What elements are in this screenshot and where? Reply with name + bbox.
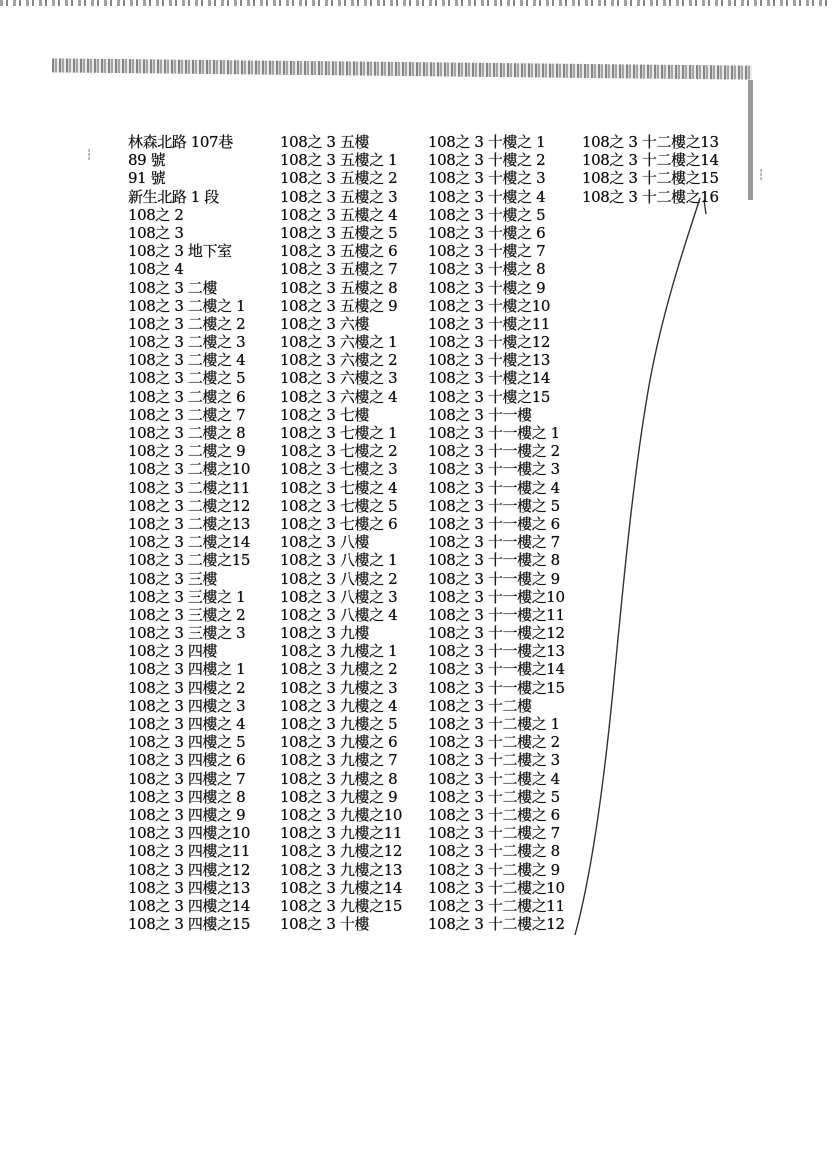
address-entry: 108之 3 七樓之 6 <box>280 514 398 533</box>
address-entry: 108之 3 九樓之 6 <box>280 733 398 752</box>
address-entry: 108之 3 十一樓之13 <box>428 642 565 661</box>
address-entry: 108之 3 十樓之12 <box>428 333 550 352</box>
address-entry: 108之 3 九樓之11 <box>280 824 402 843</box>
address-entry: 108之 3 七樓 <box>280 405 370 424</box>
address-entry: 108之 3 四樓之 7 <box>128 769 246 788</box>
address-entry: 108之 3 四樓之 4 <box>128 715 246 733</box>
address-entry: 108之 3 十一樓之 9 <box>428 569 560 588</box>
address-entry: 108之 3 二樓之 5 <box>128 369 246 388</box>
address-entry: 108之 3 十二樓之10 <box>428 878 565 897</box>
address-entry: 108之 3 十樓之 6 <box>428 223 546 242</box>
address-entry: 108之 3 四樓 <box>128 642 218 661</box>
address-entry: 108之 3 九樓之13 <box>280 860 402 879</box>
address-entry: 108之 3 八樓 <box>280 533 370 552</box>
address-entry: 108之 3 五樓 <box>280 133 370 151</box>
address-entry: 108之 3 二樓之 1 <box>128 296 246 315</box>
address-entry: 108之 3 三樓 <box>128 569 218 588</box>
address-entry: 108之 3 七樓之 2 <box>280 442 398 461</box>
address-entry: 108之 3 五樓之 9 <box>280 296 398 315</box>
address-entry: 108之 3 十二樓之 6 <box>428 805 560 824</box>
address-entry: 108之 3 十二樓之 9 <box>428 860 560 879</box>
address-entry: 108之 3 四樓之11 <box>128 842 250 861</box>
address-entry: 108之 3 四樓之 3 <box>128 696 246 715</box>
address-entry: 108之 3 九樓之 7 <box>280 751 398 770</box>
address-entry: 108之 3 九樓 <box>280 624 370 643</box>
address-entry: 108之 3 五樓之 2 <box>280 169 398 188</box>
address-entry: 108之 3 十一樓之14 <box>428 660 565 679</box>
address-entry: 108之 3 四樓之13 <box>128 878 250 897</box>
address-entry: 108之 3 十一樓之11 <box>428 605 565 624</box>
address-entry: 108之 3 十二樓之15 <box>582 169 719 188</box>
address-entry: 108之 3 十二樓之 5 <box>428 787 560 806</box>
address-entry: 108之 3 八樓之 2 <box>280 569 398 588</box>
address-entry: 108之 3 九樓之 2 <box>280 660 398 679</box>
address-entry: 108之 3 十樓之 1 <box>428 133 546 151</box>
address-entry: 108之 3 四樓之10 <box>128 824 250 843</box>
address-entry: 新生北路 1 段 <box>128 187 219 206</box>
address-entry: 108之 3 四樓之15 <box>128 915 250 934</box>
address-entry: 108之 3 二樓之 8 <box>128 424 246 442</box>
address-entry: 108之 3 十一樓之 5 <box>428 496 560 515</box>
address-entry: 108之 4 <box>128 260 184 279</box>
address-entry: 108之 3 五樓之 8 <box>280 278 398 297</box>
address-entry: 108之 3 二樓之 9 <box>128 442 246 461</box>
address-entry: 108之 3 十樓之 5 <box>428 205 546 224</box>
address-entry: 108之 3 五樓之 4 <box>280 205 398 224</box>
address-entry: 108之 3 十二樓之 3 <box>428 751 560 770</box>
address-entry: 108之 3 四樓之12 <box>128 860 250 879</box>
address-entry: 108之 3 八樓之 3 <box>280 587 398 606</box>
address-entry: 108之 3 十一樓之 2 <box>428 442 560 461</box>
address-entry: 108之 3 十樓之 8 <box>428 260 546 279</box>
address-entry: 108之 3 十一樓之 3 <box>428 460 560 479</box>
address-entry: 91 號 <box>128 169 166 188</box>
address-entry: 108之 3 <box>128 223 184 242</box>
address-entry: 108之 3 十樓之15 <box>428 387 550 406</box>
address-entry: 108之 3 九樓之 9 <box>280 787 398 806</box>
address-entry: 108之 3 十二樓之 1 <box>428 715 560 733</box>
address-entry: 108之 3 十樓 <box>280 915 370 934</box>
address-entry: 89 號 <box>128 151 166 170</box>
address-entry: 108之 3 九樓之10 <box>280 805 402 824</box>
address-entry: 108之 3 九樓之 8 <box>280 769 398 788</box>
address-entry: 108之 3 二樓之 3 <box>128 333 246 352</box>
address-entry: 108之 3 五樓之 7 <box>280 260 398 279</box>
address-entry: 108之 3 二樓 <box>128 278 218 297</box>
address-entry: 108之 3 七樓之 5 <box>280 496 398 515</box>
address-entry: 108之 3 二樓之 4 <box>128 351 246 370</box>
address-entry: 108之 3 十二樓之12 <box>428 915 565 934</box>
address-entry: 108之 3 十樓之11 <box>428 314 550 333</box>
address-column-3 <box>428 133 565 933</box>
address-entry: 108之 3 三樓之 2 <box>128 605 246 624</box>
address-entry: 108之 3 三樓之 1 <box>128 587 246 606</box>
address-entry: 108之 3 十樓之10 <box>428 296 550 315</box>
address-entry: 108之 3 九樓之15 <box>280 896 402 915</box>
address-column-2 <box>280 133 402 933</box>
address-entry: 108之 3 十樓之 2 <box>428 151 546 170</box>
address-entry: 108之 3 五樓之 3 <box>280 187 398 206</box>
address-entry: 108之 3 十一樓之15 <box>428 678 565 697</box>
address-entry: 108之 3 六樓之 2 <box>280 351 398 370</box>
address-entry: 108之 3 十一樓之 6 <box>428 514 560 533</box>
address-entry: 108之 3 二樓之 7 <box>128 405 246 424</box>
address-entry: 108之 3 六樓之 3 <box>280 369 398 388</box>
address-entry: 108之 3 九樓之12 <box>280 842 402 861</box>
address-entry: 108之 3 十二樓之 8 <box>428 842 560 861</box>
address-entry: 108之 3 三樓之 3 <box>128 624 246 643</box>
address-entry: 108之 3 二樓之10 <box>128 460 250 479</box>
address-entry: 林森北路 107巷 <box>128 133 233 151</box>
address-entry: 108之 3 十二樓之 4 <box>428 769 560 788</box>
address-entry: 108之 3 十樓之14 <box>428 369 550 388</box>
address-entry: 108之 3 五樓之 5 <box>280 223 398 242</box>
address-entry: 108之 3 十一樓之 4 <box>428 478 560 497</box>
address-entry: 108之 3 十二樓之 7 <box>428 824 560 843</box>
address-entry: 108之 3 八樓之 4 <box>280 605 398 624</box>
address-entry: 108之 3 十一樓 <box>428 405 532 424</box>
address-entry: 108之 3 六樓之 1 <box>280 333 398 352</box>
address-entry: 108之 3 五樓之 6 <box>280 242 398 261</box>
address-column-1 <box>128 133 250 933</box>
address-entry: 108之 3 十二樓之16 <box>582 187 719 206</box>
address-entry: 108之 3 二樓之11 <box>128 478 250 497</box>
address-column-4 <box>582 133 719 206</box>
address-entry: 108之 3 九樓之 1 <box>280 642 398 661</box>
address-entry: 108之 3 四樓之14 <box>128 896 250 915</box>
address-entry: 108之 3 九樓之 3 <box>280 678 398 697</box>
address-entry: 108之 3 九樓之 5 <box>280 715 398 733</box>
address-entry: 108之 3 六樓 <box>280 314 370 333</box>
address-entry: 108之 3 十二樓之14 <box>582 151 719 170</box>
address-entry: 108之 3 十樓之13 <box>428 351 550 370</box>
address-entry: 108之 2 <box>128 205 184 224</box>
address-entry: 108之 3 二樓之12 <box>128 496 250 515</box>
address-entry: 108之 3 九樓之 4 <box>280 696 398 715</box>
address-entry: 108之 3 四樓之 6 <box>128 751 246 770</box>
address-entry: 108之 3 十一樓之12 <box>428 624 565 643</box>
address-entry: 108之 3 十二樓之11 <box>428 896 565 915</box>
address-entry: 108之 3 九樓之14 <box>280 878 402 897</box>
address-entry: 108之 3 十二樓之13 <box>582 133 719 151</box>
margin-mark: ┆ <box>86 150 93 161</box>
margin-mark-right: ┆ <box>758 170 765 181</box>
address-entry: 108之 3 十樓之 7 <box>428 242 546 261</box>
address-entry: 108之 3 四樓之 1 <box>128 660 246 679</box>
address-entry: 108之 3 七樓之 3 <box>280 460 398 479</box>
address-entry: 108之 3 二樓之 2 <box>128 314 246 333</box>
address-entry: 108之 3 八樓之 1 <box>280 551 398 570</box>
address-entry: 108之 3 七樓之 1 <box>280 424 398 442</box>
address-entry: 108之 3 七樓之 4 <box>280 478 398 497</box>
address-entry: 108之 3 六樓之 4 <box>280 387 398 406</box>
address-entry: 108之 3 二樓之13 <box>128 514 250 533</box>
address-entry: 108之 3 十樓之 9 <box>428 278 546 297</box>
address-entry: 108之 3 五樓之 1 <box>280 151 398 170</box>
address-entry: 108之 3 四樓之 9 <box>128 805 246 824</box>
address-entry: 108之 3 十一樓之10 <box>428 587 565 606</box>
address-entry: 108之 3 十一樓之 1 <box>428 424 560 442</box>
address-entry: 108之 3 四樓之 2 <box>128 678 246 697</box>
address-entry: 108之 3 二樓之 6 <box>128 387 246 406</box>
address-entry: 108之 3 十樓之 3 <box>428 169 546 188</box>
address-entry: 108之 3 地下室 <box>128 242 232 261</box>
address-entry: 108之 3 十二樓 <box>428 696 532 715</box>
address-entry: 108之 3 四樓之 5 <box>128 733 246 752</box>
address-entry: 108之 3 四樓之 8 <box>128 787 246 806</box>
address-entry: 108之 3 十一樓之 7 <box>428 533 560 552</box>
address-entry: 108之 3 十一樓之 8 <box>428 551 560 570</box>
address-entry: 108之 3 十樓之 4 <box>428 187 546 206</box>
address-entry: 108之 3 十二樓之 2 <box>428 733 560 752</box>
address-entry: 108之 3 二樓之15 <box>128 551 250 570</box>
address-entry: 108之 3 二樓之14 <box>128 533 250 552</box>
